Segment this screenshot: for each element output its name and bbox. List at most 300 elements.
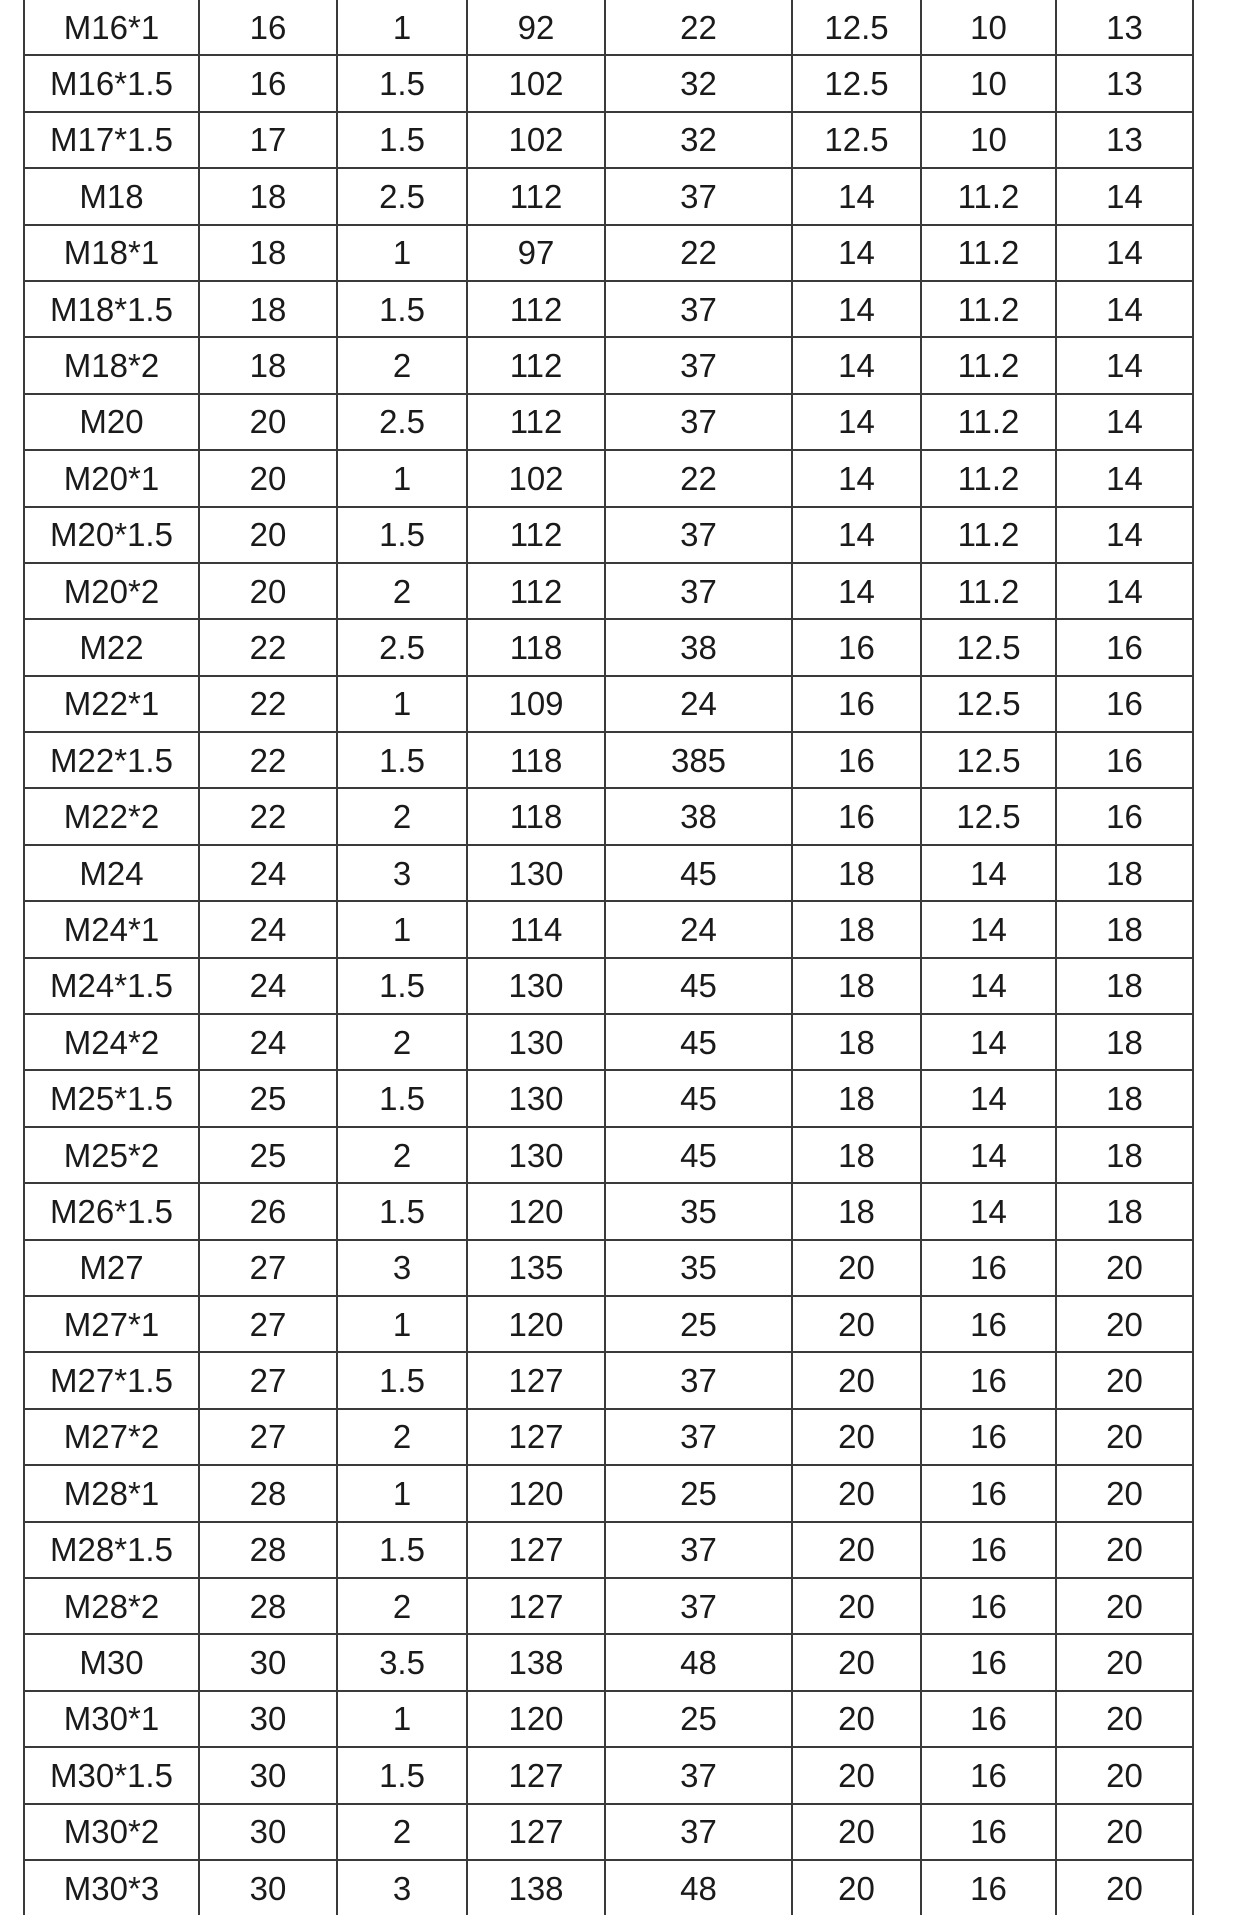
col-6-cell: 20 (792, 1409, 921, 1465)
col-5-cell: 37 (605, 1522, 792, 1578)
table-row (24, 732, 1193, 788)
col-6-cell: 20 (792, 1296, 921, 1352)
col-5-cell: 37 (605, 563, 792, 619)
col-7-cell: 11.2 (921, 450, 1056, 506)
col-6-cell: 16 (792, 788, 921, 844)
col-8-cell: 14 (1056, 394, 1193, 450)
col-7-cell: 12.5 (921, 619, 1056, 675)
col-4-cell: 112 (467, 507, 605, 563)
table-row (24, 55, 1193, 111)
col-3-cell: 1.5 (337, 507, 467, 563)
thread-size-cell: M30*1.5 (24, 1747, 199, 1803)
table-row (24, 337, 1193, 393)
thread-size-cell: M24*2 (24, 1014, 199, 1070)
col-3-cell: 2 (337, 1127, 467, 1183)
table-row (24, 1070, 1193, 1126)
thread-size-cell: M27*1 (24, 1296, 199, 1352)
col-2-cell: 22 (199, 788, 337, 844)
table-body (24, 0, 1193, 1915)
col-7-cell: 16 (921, 1578, 1056, 1634)
col-3-cell: 1 (337, 1691, 467, 1747)
thread-size-cell: M16*1.5 (24, 55, 199, 111)
col-6-cell: 18 (792, 1070, 921, 1126)
col-2-cell: 25 (199, 1070, 337, 1126)
table-row (24, 0, 1193, 55)
table-row (24, 1691, 1193, 1747)
thread-size-cell: M24*1.5 (24, 958, 199, 1014)
col-6-cell: 20 (792, 1634, 921, 1690)
col-7-cell: 14 (921, 1014, 1056, 1070)
col-3-cell: 1.5 (337, 732, 467, 788)
col-2-cell: 24 (199, 1014, 337, 1070)
col-7-cell: 16 (921, 1409, 1056, 1465)
col-5-cell: 38 (605, 619, 792, 675)
col-5-cell: 22 (605, 450, 792, 506)
col-2-cell: 24 (199, 845, 337, 901)
col-8-cell: 16 (1056, 676, 1193, 732)
thread-size-cell: M22*1.5 (24, 732, 199, 788)
col-5-cell: 37 (605, 337, 792, 393)
col-8-cell: 20 (1056, 1634, 1193, 1690)
thread-size-cell: M22*2 (24, 788, 199, 844)
col-4-cell: 127 (467, 1747, 605, 1803)
thread-size-cell: M28*1.5 (24, 1522, 199, 1578)
col-8-cell: 20 (1056, 1409, 1193, 1465)
thread-size-cell: M24*1 (24, 901, 199, 957)
col-2-cell: 27 (199, 1240, 337, 1296)
col-7-cell: 16 (921, 1240, 1056, 1296)
col-7-cell: 10 (921, 55, 1056, 111)
thread-size-cell: M30*3 (24, 1860, 199, 1915)
table-row (24, 1578, 1193, 1634)
col-6-cell: 16 (792, 619, 921, 675)
col-2-cell: 22 (199, 619, 337, 675)
col-2-cell: 20 (199, 394, 337, 450)
col-2-cell: 20 (199, 450, 337, 506)
col-3-cell: 3 (337, 1860, 467, 1915)
col-7-cell: 11.2 (921, 563, 1056, 619)
table-row (24, 450, 1193, 506)
col-4-cell: 102 (467, 55, 605, 111)
col-7-cell: 16 (921, 1296, 1056, 1352)
col-3-cell: 2 (337, 788, 467, 844)
col-7-cell: 16 (921, 1352, 1056, 1408)
col-4-cell: 112 (467, 394, 605, 450)
thread-size-cell: M25*2 (24, 1127, 199, 1183)
col-8-cell: 14 (1056, 225, 1193, 281)
col-4-cell: 120 (467, 1296, 605, 1352)
thread-size-cell: M30 (24, 1634, 199, 1690)
col-2-cell: 18 (199, 168, 337, 224)
thread-size-cell: M27 (24, 1240, 199, 1296)
col-4-cell: 127 (467, 1804, 605, 1860)
col-4-cell: 118 (467, 619, 605, 675)
table-row (24, 1127, 1193, 1183)
col-8-cell: 14 (1056, 507, 1193, 563)
col-2-cell: 16 (199, 55, 337, 111)
col-4-cell: 130 (467, 1014, 605, 1070)
col-2-cell: 30 (199, 1860, 337, 1915)
col-3-cell: 2 (337, 1804, 467, 1860)
col-6-cell: 12.5 (792, 0, 921, 55)
thread-size-cell: M18*1 (24, 225, 199, 281)
col-3-cell: 1 (337, 0, 467, 55)
thread-size-cell: M17*1.5 (24, 112, 199, 168)
col-8-cell: 20 (1056, 1522, 1193, 1578)
col-2-cell: 24 (199, 901, 337, 957)
col-5-cell: 25 (605, 1691, 792, 1747)
col-3-cell: 2 (337, 337, 467, 393)
col-4-cell: 97 (467, 225, 605, 281)
col-7-cell: 14 (921, 845, 1056, 901)
table-row (24, 225, 1193, 281)
col-5-cell: 45 (605, 845, 792, 901)
col-7-cell: 12.5 (921, 732, 1056, 788)
thread-size-cell: M22 (24, 619, 199, 675)
col-4-cell: 102 (467, 112, 605, 168)
col-3-cell: 1.5 (337, 1522, 467, 1578)
thread-spec-table (23, 0, 1194, 1915)
col-5-cell: 22 (605, 225, 792, 281)
col-6-cell: 14 (792, 281, 921, 337)
col-5-cell: 24 (605, 676, 792, 732)
col-3-cell: 1.5 (337, 112, 467, 168)
col-2-cell: 24 (199, 958, 337, 1014)
col-6-cell: 12.5 (792, 55, 921, 111)
col-3-cell: 2 (337, 1578, 467, 1634)
table-row (24, 845, 1193, 901)
table-row (24, 788, 1193, 844)
col-4-cell: 112 (467, 168, 605, 224)
col-8-cell: 20 (1056, 1352, 1193, 1408)
col-6-cell: 14 (792, 168, 921, 224)
col-5-cell: 35 (605, 1183, 792, 1239)
col-8-cell: 20 (1056, 1860, 1193, 1915)
col-8-cell: 20 (1056, 1578, 1193, 1634)
col-4-cell: 130 (467, 1070, 605, 1126)
col-2-cell: 30 (199, 1691, 337, 1747)
thread-size-cell: M28*1 (24, 1465, 199, 1521)
col-8-cell: 13 (1056, 0, 1193, 55)
thread-size-cell: M20 (24, 394, 199, 450)
col-2-cell: 27 (199, 1296, 337, 1352)
table-row (24, 1804, 1193, 1860)
col-7-cell: 16 (921, 1522, 1056, 1578)
col-3-cell: 2.5 (337, 168, 467, 224)
thread-size-cell: M27*2 (24, 1409, 199, 1465)
col-3-cell: 2.5 (337, 394, 467, 450)
col-8-cell: 20 (1056, 1691, 1193, 1747)
col-6-cell: 14 (792, 394, 921, 450)
thread-size-cell: M18*2 (24, 337, 199, 393)
table-row (24, 1747, 1193, 1803)
col-6-cell: 14 (792, 563, 921, 619)
col-8-cell: 20 (1056, 1296, 1193, 1352)
col-3-cell: 1.5 (337, 1747, 467, 1803)
col-8-cell: 16 (1056, 619, 1193, 675)
table-row (24, 1183, 1193, 1239)
col-2-cell: 25 (199, 1127, 337, 1183)
col-3-cell: 2 (337, 1014, 467, 1070)
table-row (24, 958, 1193, 1014)
col-3-cell: 2 (337, 563, 467, 619)
col-4-cell: 118 (467, 732, 605, 788)
table-row (24, 1352, 1193, 1408)
col-4-cell: 127 (467, 1352, 605, 1408)
col-7-cell: 10 (921, 0, 1056, 55)
col-5-cell: 25 (605, 1296, 792, 1352)
col-5-cell: 24 (605, 901, 792, 957)
col-4-cell: 130 (467, 1127, 605, 1183)
col-7-cell: 12.5 (921, 676, 1056, 732)
col-3-cell: 3 (337, 845, 467, 901)
table-row (24, 1860, 1193, 1915)
col-4-cell: 127 (467, 1578, 605, 1634)
table-row (24, 168, 1193, 224)
thread-size-cell: M18*1.5 (24, 281, 199, 337)
col-2-cell: 30 (199, 1634, 337, 1690)
col-7-cell: 14 (921, 1183, 1056, 1239)
col-5-cell: 22 (605, 0, 792, 55)
col-8-cell: 20 (1056, 1747, 1193, 1803)
col-8-cell: 14 (1056, 337, 1193, 393)
col-8-cell: 18 (1056, 901, 1193, 957)
table-row (24, 563, 1193, 619)
table-row (24, 676, 1193, 732)
col-6-cell: 20 (792, 1465, 921, 1521)
col-4-cell: 118 (467, 788, 605, 844)
col-2-cell: 18 (199, 337, 337, 393)
col-3-cell: 1.5 (337, 55, 467, 111)
table-row (24, 1296, 1193, 1352)
col-3-cell: 1.5 (337, 281, 467, 337)
col-3-cell: 3.5 (337, 1634, 467, 1690)
thread-size-cell: M30*1 (24, 1691, 199, 1747)
table-row (24, 901, 1193, 957)
thread-size-cell: M20*1 (24, 450, 199, 506)
col-5-cell: 48 (605, 1634, 792, 1690)
col-2-cell: 17 (199, 112, 337, 168)
table-row (24, 1409, 1193, 1465)
col-7-cell: 12.5 (921, 788, 1056, 844)
thread-size-cell: M20*1.5 (24, 507, 199, 563)
col-4-cell: 114 (467, 901, 605, 957)
col-5-cell: 38 (605, 788, 792, 844)
col-8-cell: 18 (1056, 845, 1193, 901)
col-2-cell: 16 (199, 0, 337, 55)
col-5-cell: 48 (605, 1860, 792, 1915)
col-3-cell: 1 (337, 1465, 467, 1521)
col-7-cell: 14 (921, 1127, 1056, 1183)
col-5-cell: 37 (605, 1578, 792, 1634)
table-row (24, 281, 1193, 337)
col-6-cell: 14 (792, 337, 921, 393)
col-4-cell: 120 (467, 1465, 605, 1521)
col-4-cell: 102 (467, 450, 605, 506)
col-3-cell: 1.5 (337, 1352, 467, 1408)
col-4-cell: 138 (467, 1860, 605, 1915)
col-8-cell: 20 (1056, 1240, 1193, 1296)
thread-size-cell: M22*1 (24, 676, 199, 732)
col-7-cell: 16 (921, 1747, 1056, 1803)
col-5-cell: 37 (605, 281, 792, 337)
col-2-cell: 20 (199, 507, 337, 563)
col-3-cell: 1 (337, 1296, 467, 1352)
col-5-cell: 37 (605, 507, 792, 563)
col-2-cell: 18 (199, 225, 337, 281)
col-7-cell: 11.2 (921, 225, 1056, 281)
col-6-cell: 20 (792, 1804, 921, 1860)
col-7-cell: 16 (921, 1465, 1056, 1521)
col-8-cell: 14 (1056, 563, 1193, 619)
col-7-cell: 16 (921, 1691, 1056, 1747)
col-2-cell: 28 (199, 1465, 337, 1521)
col-4-cell: 120 (467, 1183, 605, 1239)
thread-size-cell: M27*1.5 (24, 1352, 199, 1408)
col-8-cell: 14 (1056, 281, 1193, 337)
col-5-cell: 45 (605, 1070, 792, 1126)
col-2-cell: 27 (199, 1352, 337, 1408)
col-8-cell: 18 (1056, 1183, 1193, 1239)
col-8-cell: 18 (1056, 1014, 1193, 1070)
table-row (24, 1634, 1193, 1690)
col-8-cell: 13 (1056, 112, 1193, 168)
col-6-cell: 18 (792, 1183, 921, 1239)
col-7-cell: 11.2 (921, 168, 1056, 224)
col-6-cell: 18 (792, 901, 921, 957)
col-5-cell: 32 (605, 112, 792, 168)
col-2-cell: 30 (199, 1747, 337, 1803)
col-6-cell: 14 (792, 507, 921, 563)
col-2-cell: 28 (199, 1578, 337, 1634)
col-5-cell: 37 (605, 1747, 792, 1803)
col-7-cell: 14 (921, 901, 1056, 957)
col-7-cell: 14 (921, 958, 1056, 1014)
col-7-cell: 11.2 (921, 281, 1056, 337)
col-6-cell: 20 (792, 1691, 921, 1747)
thread-size-cell: M18 (24, 168, 199, 224)
col-4-cell: 112 (467, 337, 605, 393)
spec-table-container (23, 0, 1194, 1915)
table-row (24, 1465, 1193, 1521)
table-row (24, 112, 1193, 168)
col-7-cell: 14 (921, 1070, 1056, 1126)
thread-size-cell: M16*1 (24, 0, 199, 55)
col-4-cell: 127 (467, 1522, 605, 1578)
col-2-cell: 18 (199, 281, 337, 337)
col-6-cell: 18 (792, 1127, 921, 1183)
col-3-cell: 2.5 (337, 619, 467, 675)
col-6-cell: 20 (792, 1747, 921, 1803)
col-8-cell: 14 (1056, 450, 1193, 506)
col-4-cell: 130 (467, 958, 605, 1014)
col-6-cell: 20 (792, 1240, 921, 1296)
col-8-cell: 20 (1056, 1465, 1193, 1521)
thread-size-cell: M25*1.5 (24, 1070, 199, 1126)
col-2-cell: 22 (199, 676, 337, 732)
col-4-cell: 92 (467, 0, 605, 55)
col-8-cell: 13 (1056, 55, 1193, 111)
col-7-cell: 11.2 (921, 337, 1056, 393)
col-8-cell: 18 (1056, 958, 1193, 1014)
thread-size-cell: M24 (24, 845, 199, 901)
col-6-cell: 16 (792, 732, 921, 788)
col-4-cell: 109 (467, 676, 605, 732)
thread-size-cell: M28*2 (24, 1578, 199, 1634)
col-2-cell: 20 (199, 563, 337, 619)
col-5-cell: 32 (605, 55, 792, 111)
col-6-cell: 16 (792, 676, 921, 732)
col-4-cell: 112 (467, 563, 605, 619)
col-6-cell: 20 (792, 1578, 921, 1634)
col-2-cell: 30 (199, 1804, 337, 1860)
col-5-cell: 45 (605, 1127, 792, 1183)
table-row (24, 619, 1193, 675)
col-3-cell: 1.5 (337, 1183, 467, 1239)
col-3-cell: 1.5 (337, 1070, 467, 1126)
col-3-cell: 1 (337, 225, 467, 281)
col-4-cell: 127 (467, 1409, 605, 1465)
col-6-cell: 20 (792, 1352, 921, 1408)
col-2-cell: 26 (199, 1183, 337, 1239)
col-6-cell: 14 (792, 225, 921, 281)
col-4-cell: 135 (467, 1240, 605, 1296)
col-2-cell: 28 (199, 1522, 337, 1578)
col-5-cell: 25 (605, 1465, 792, 1521)
thread-size-cell: M26*1.5 (24, 1183, 199, 1239)
col-7-cell: 11.2 (921, 507, 1056, 563)
thread-size-cell: M30*2 (24, 1804, 199, 1860)
col-6-cell: 18 (792, 845, 921, 901)
col-4-cell: 120 (467, 1691, 605, 1747)
col-8-cell: 14 (1056, 168, 1193, 224)
col-5-cell: 45 (605, 958, 792, 1014)
col-6-cell: 18 (792, 1014, 921, 1070)
col-4-cell: 138 (467, 1634, 605, 1690)
col-8-cell: 20 (1056, 1804, 1193, 1860)
col-3-cell: 1.5 (337, 958, 467, 1014)
table-row (24, 507, 1193, 563)
col-3-cell: 1 (337, 450, 467, 506)
col-6-cell: 18 (792, 958, 921, 1014)
col-6-cell: 12.5 (792, 112, 921, 168)
table-row (24, 1014, 1193, 1070)
col-2-cell: 27 (199, 1409, 337, 1465)
col-7-cell: 11.2 (921, 394, 1056, 450)
col-3-cell: 1 (337, 901, 467, 957)
table-row (24, 1240, 1193, 1296)
col-5-cell: 37 (605, 1409, 792, 1465)
table-row (24, 1522, 1193, 1578)
col-5-cell: 37 (605, 168, 792, 224)
col-7-cell: 16 (921, 1634, 1056, 1690)
col-5-cell: 45 (605, 1014, 792, 1070)
col-4-cell: 130 (467, 845, 605, 901)
col-5-cell: 385 (605, 732, 792, 788)
col-4-cell: 112 (467, 281, 605, 337)
col-6-cell: 20 (792, 1860, 921, 1915)
col-3-cell: 1 (337, 676, 467, 732)
col-7-cell: 10 (921, 112, 1056, 168)
col-5-cell: 37 (605, 394, 792, 450)
col-8-cell: 18 (1056, 1127, 1193, 1183)
table-row (24, 394, 1193, 450)
col-5-cell: 37 (605, 1804, 792, 1860)
col-8-cell: 18 (1056, 1070, 1193, 1126)
col-5-cell: 37 (605, 1352, 792, 1408)
col-2-cell: 22 (199, 732, 337, 788)
col-5-cell: 35 (605, 1240, 792, 1296)
